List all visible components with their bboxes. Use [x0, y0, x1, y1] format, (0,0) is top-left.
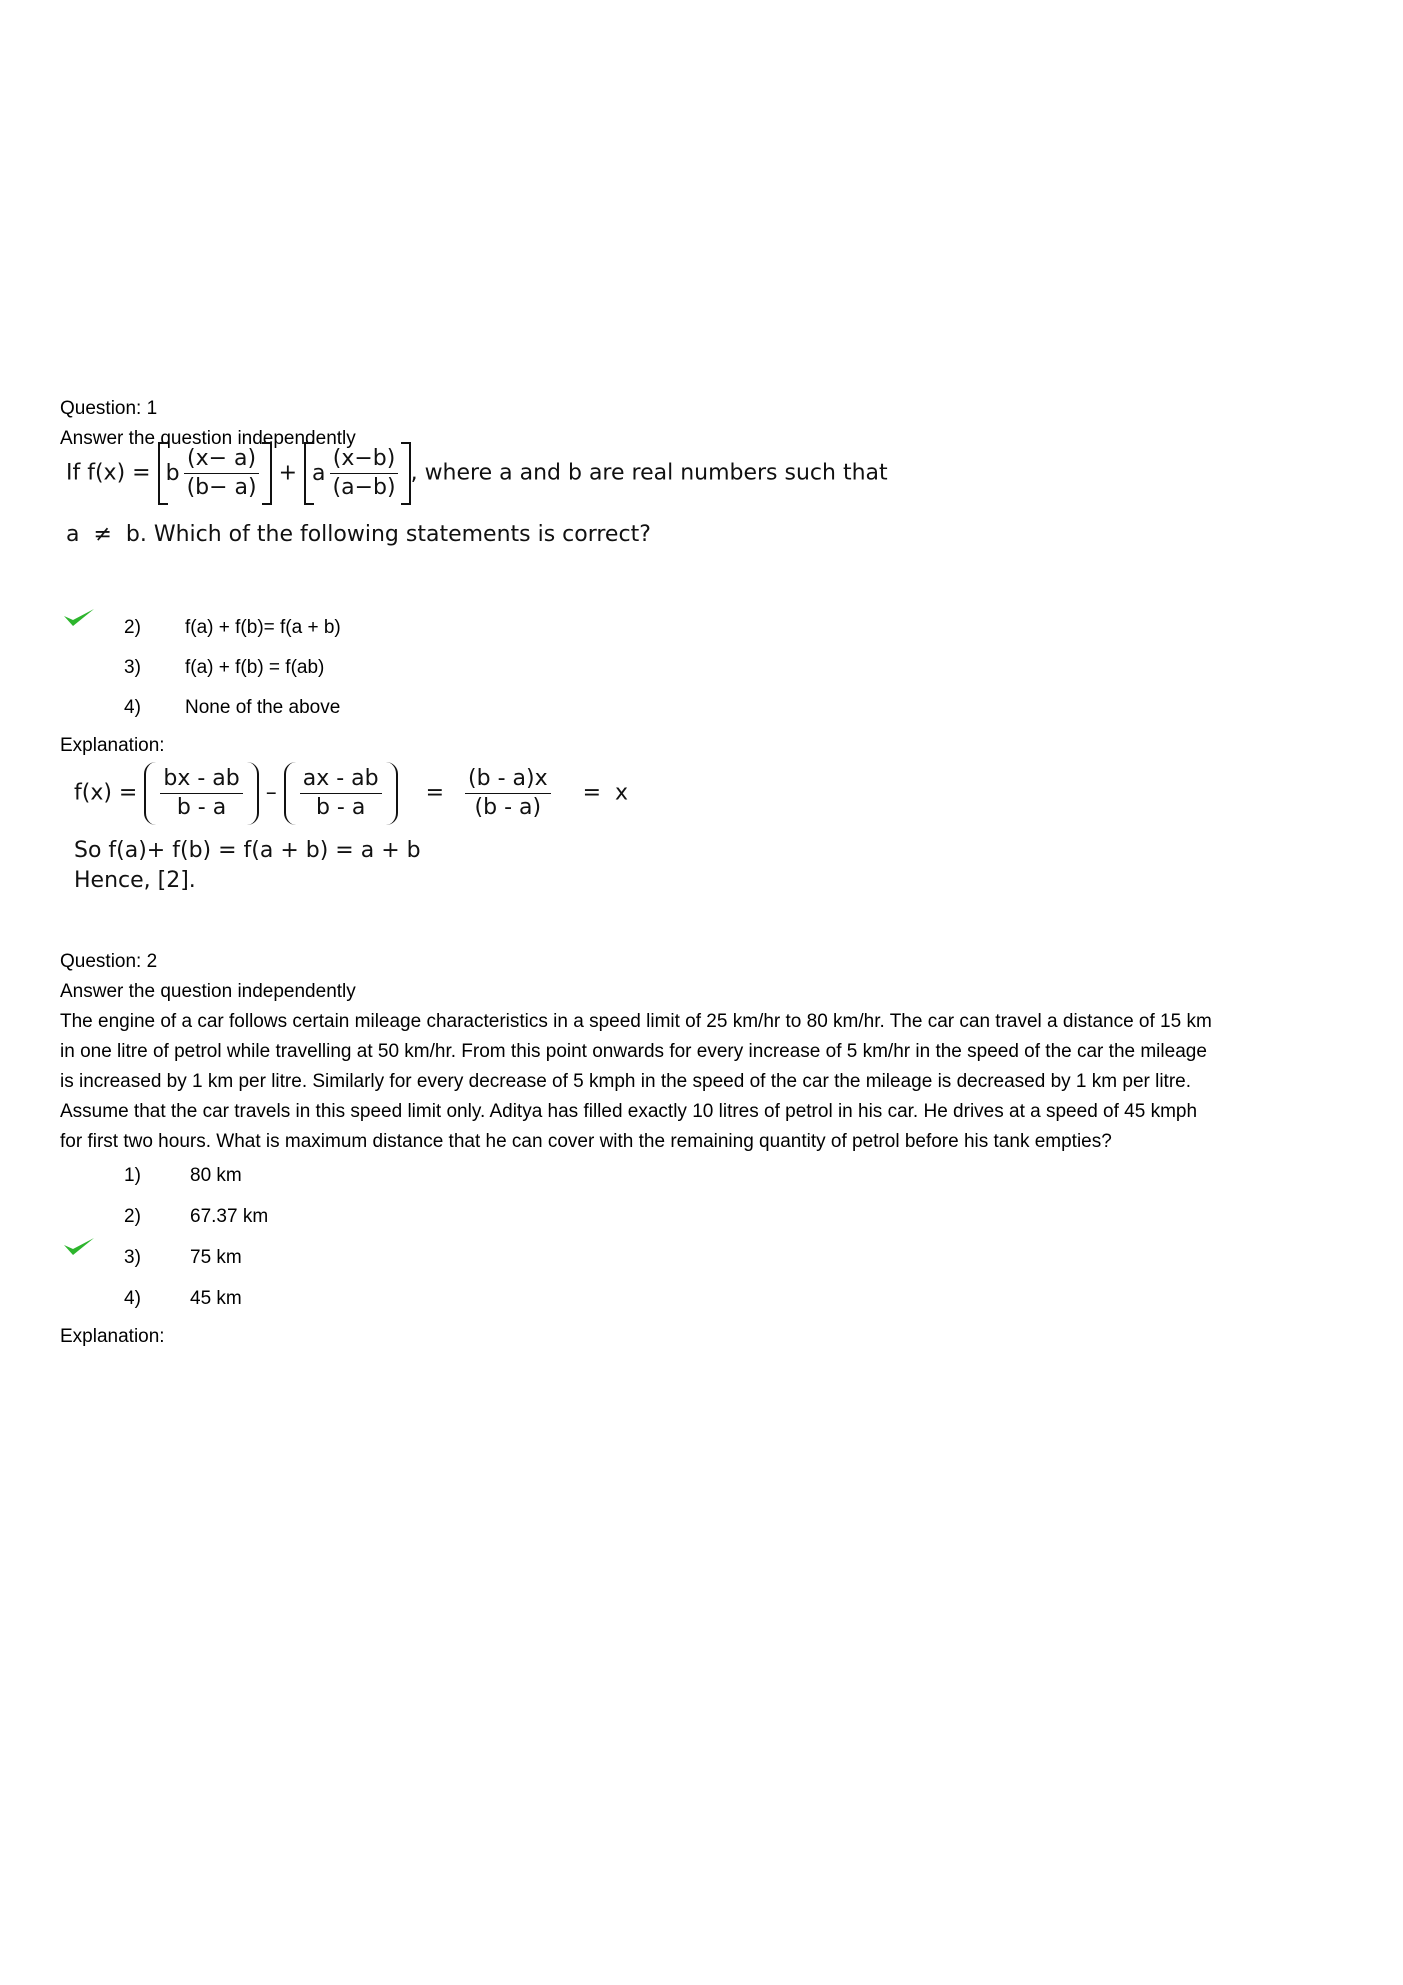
- q1-exp-frac3-den: (b - a): [474, 795, 542, 820]
- q1-label: Question: 1: [60, 398, 158, 419]
- q1-exp-frac1-num: bx - ab: [160, 766, 242, 794]
- q1-exp-frac2: [300, 766, 382, 821]
- q1-exp-paren1: [144, 766, 258, 821]
- q1-option-text: f(a) + f(b)= f(a + b): [185, 617, 341, 638]
- q2-stem-line: in one litre of petrol while travelling at 50 km/hr. From this point onwards for every increase of 5 km/hr in the speed of the car the mileage: [60, 1041, 1207, 1062]
- q1-exp-frac2-num: ax - ab: [300, 766, 382, 794]
- q1-stem-plus: +: [278, 460, 298, 486]
- checkmark-icon: [62, 1235, 96, 1259]
- q1-stem-frac2: [330, 446, 399, 501]
- q1-explanation-line1: [74, 766, 628, 821]
- q2-option-num: 2): [124, 1206, 141, 1227]
- q1-stem-frac1-den: (b− a): [186, 475, 257, 500]
- q1-stem-line2: a ≠ b. Which of the following statements is correct?: [66, 522, 651, 547]
- q1-exp-frac3: [465, 766, 551, 821]
- q1-explanation-line3: Hence, [2].: [74, 868, 196, 893]
- q1-option-text: None of the above: [185, 697, 341, 718]
- q1-stem-bracket1: [158, 446, 272, 501]
- q1-stem-suffix: , where a and b are real numbers such that: [410, 460, 888, 486]
- q2-option-text: 67.37 km: [190, 1206, 269, 1227]
- q1-stem-prefix: If f(x) =: [66, 460, 151, 486]
- q1-stem-bracket2: [304, 446, 411, 501]
- q2-instruction: Answer the question independently: [60, 981, 356, 1002]
- q1-instruction: Answer the question independently: [60, 428, 356, 449]
- q2-option-num: 1): [124, 1165, 141, 1186]
- q2-stem-line: is increased by 1 km per litre. Similarly for every decrease of 5 kmph in the speed of the car the mileage is decreased by 1 km per litre.: [60, 1071, 1192, 1092]
- q1-exp-frac1: [160, 766, 242, 821]
- q1-explanation-label: Explanation:: [60, 735, 165, 756]
- q2-stem-line: Assume that the car travels in this speed limit only. Aditya has filled exactly 10 litres of petrol in his car. He drives at a speed of 45 kmph: [60, 1101, 1198, 1122]
- q1-stem-frac2-num: (x−b): [330, 446, 399, 474]
- q2-option-num: 4): [124, 1288, 141, 1309]
- q1-stem-line1: [66, 446, 888, 501]
- q1-stem-frac1-num: (x− a): [184, 446, 259, 474]
- q2-option-text: 80 km: [190, 1165, 242, 1186]
- q1-option-num: 3): [124, 657, 141, 678]
- q1-exp-frac1-den: b - a: [176, 795, 227, 820]
- q1-stem-b: b: [165, 461, 180, 486]
- q1-exp-frac2-den: b - a: [315, 795, 366, 820]
- q2-option-text: 75 km: [190, 1247, 242, 1268]
- q2-stem-line: The engine of a car follows certain mileage characteristics in a speed limit of 25 km/hr to 80 km/hr. The car can travel a distance of 15 km: [60, 1011, 1212, 1032]
- q1-explanation-line2: So f(a)+ f(b) = f(a + b) = a + b: [74, 838, 421, 863]
- q2-option-num: 3): [124, 1247, 141, 1268]
- q1-exp-eqx: = x: [582, 780, 629, 806]
- q1-exp-minus: –: [265, 780, 277, 806]
- q1-exp-fx: f(x) =: [74, 780, 138, 806]
- q2-label: Question: 2: [60, 951, 158, 972]
- q1-stem-frac2-den: (a−b): [332, 475, 396, 500]
- q1-option-num: 4): [124, 697, 141, 718]
- q1-exp-eq: =: [425, 780, 445, 806]
- q2-option-text: 45 km: [190, 1288, 242, 1309]
- q1-exp-paren2: [284, 766, 398, 821]
- q2-explanation-label: Explanation:: [60, 1326, 165, 1347]
- q1-option-text: f(a) + f(b) = f(ab): [185, 657, 325, 678]
- q1-stem-a: a: [312, 461, 326, 486]
- q1-option-num: 2): [124, 617, 141, 638]
- q2-stem-line: for first two hours. What is maximum distance that he can cover with the remaining quantity of petrol before his tank empties?: [60, 1131, 1112, 1152]
- checkmark-icon: [62, 606, 96, 630]
- q1-stem-frac1: [184, 446, 260, 501]
- q1-exp-frac3-num: (b - a)x: [465, 766, 551, 794]
